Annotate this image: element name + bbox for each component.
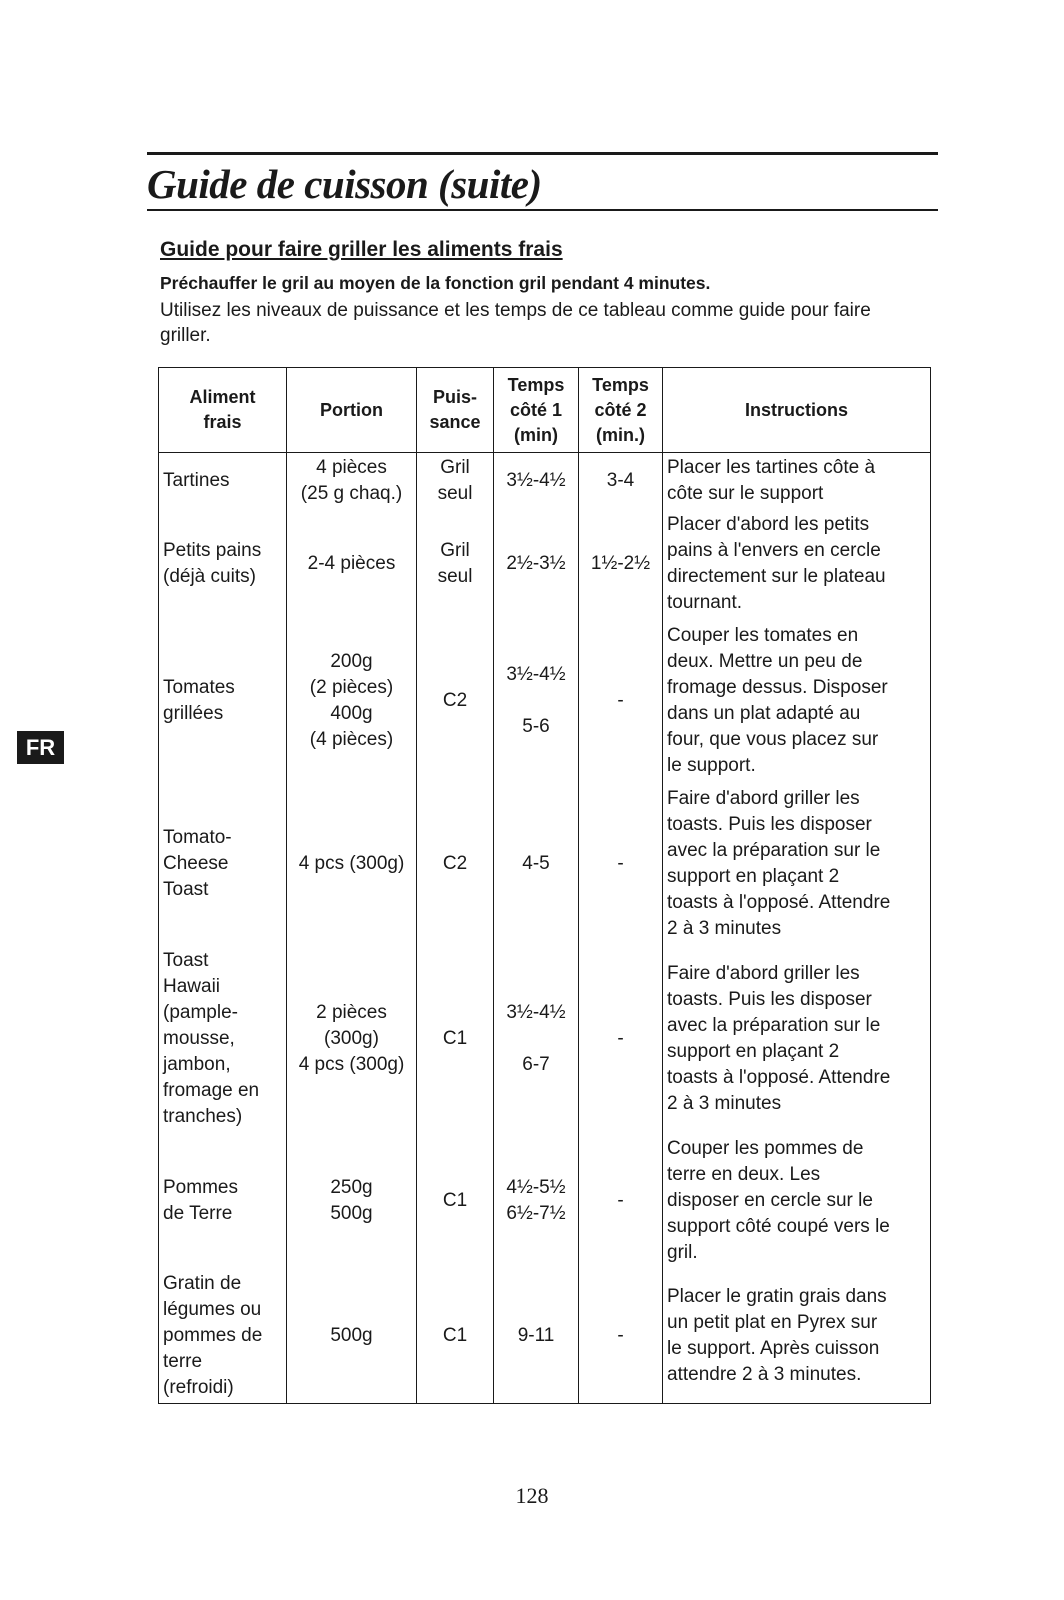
table-row [159, 1269, 931, 1404]
cell-power: C1 [417, 1134, 494, 1269]
table-row [159, 784, 931, 944]
table-row [159, 453, 931, 509]
cell-power: C2 [417, 619, 494, 784]
cell-time-side1: 3½-4½ 5-6 [494, 619, 579, 784]
cell-food: Petits pains (déjà cuits) [159, 509, 287, 619]
cell-time-side2: - [579, 784, 663, 944]
cell-portion: 2 pièces (300g) 4 pcs (300g) [287, 944, 417, 1134]
cell-portion: 500g [287, 1269, 417, 1404]
cell-power: C1 [417, 1269, 494, 1404]
title-rule-top [147, 152, 938, 155]
cell-time-side2: 1½-2½ [579, 509, 663, 619]
cell-instructions: Placer d'abord les petits pains à l'envers en cercle directement sur le plateau tournant. [663, 509, 931, 619]
cell-portion: 250g 500g [287, 1134, 417, 1269]
cell-food: Tomato- Cheese Toast [159, 784, 287, 944]
header-time-side2: Temps côté 2 (min.) [579, 368, 663, 453]
header-time-side1: Temps côté 1 (min) [494, 368, 579, 453]
cell-time-side2: - [579, 1269, 663, 1404]
cell-instructions: Couper les tomates en deux. Mettre un peu de fromage dessus. Disposer dans un plat adapté au four, que vous placez sur le support. [663, 619, 931, 784]
table-row [159, 944, 931, 1134]
cell-power: C2 [417, 784, 494, 944]
cell-power: Gril seul [417, 453, 494, 509]
cell-time-side1: 2½-3½ [494, 509, 579, 619]
table-row [159, 509, 931, 619]
cell-time-side1: 9-11 [494, 1269, 579, 1404]
cell-food: Gratin de légumes ou pommes de terre (refroidi) [159, 1269, 287, 1404]
page-title: Guide de cuisson (suite) [147, 161, 542, 207]
title-rule-bottom [147, 209, 938, 211]
cell-food: Tomates grillées [159, 619, 287, 784]
table-header-row [159, 368, 931, 453]
cell-time-side1: 3½-4½ 6-7 [494, 944, 579, 1134]
cell-instructions: Couper les pommes de terre en deux. Les disposer en cercle sur le support côté coupé vers le gril. [663, 1134, 931, 1269]
cell-food: Toast Hawaii (pample- mousse, jambon, fromage en tranches) [159, 944, 287, 1134]
grilling-guide-table [158, 367, 931, 1404]
table-row [159, 1134, 931, 1269]
cell-time-side2: - [579, 1134, 663, 1269]
cell-time-side1: 3½-4½ [494, 453, 579, 509]
header-instructions: Instructions [663, 368, 931, 453]
cell-time-side1: 4½-5½ 6½-7½ [494, 1134, 579, 1269]
cell-instructions: Faire d'abord griller les toasts. Puis les disposer avec la préparation sur le support en plaçant 2 toasts à l'opposé. Attendre 2 à 3 minutes [663, 784, 931, 944]
section-subtitle: Guide pour faire griller les aliments frais [160, 238, 563, 261]
cell-instructions: Placer le gratin grais dans un petit plat en Pyrex sur le support. Après cuisson attendre 2 à 3 minutes. [663, 1269, 931, 1404]
cell-time-side2: - [579, 944, 663, 1134]
cell-food: Tartines [159, 453, 287, 509]
intro-text: Utilisez les niveaux de puissance et les temps de ce tableau comme guide pour faire griller. [160, 300, 871, 346]
cell-power: C1 [417, 944, 494, 1134]
cell-time-side1: 4-5 [494, 784, 579, 944]
header-food: Aliment frais [159, 368, 287, 453]
cell-portion: 2-4 pièces [287, 509, 417, 619]
cell-portion: 4 pcs (300g) [287, 784, 417, 944]
cell-portion: 200g (2 pièces) 400g (4 pièces) [287, 619, 417, 784]
header-portion: Portion [287, 368, 417, 453]
cell-time-side2: - [579, 619, 663, 784]
table-row [159, 619, 931, 784]
cell-portion: 4 pièces (25 g chaq.) [287, 453, 417, 509]
cell-power: Gril seul [417, 509, 494, 619]
cell-instructions: Faire d'abord griller les toasts. Puis les disposer avec la préparation sur le support en plaçant 2 toasts à l'opposé. Attendre 2 à 3 minutes [663, 944, 931, 1134]
cell-food: Pommes de Terre [159, 1134, 287, 1269]
cell-time-side2: 3-4 [579, 453, 663, 509]
cell-instructions: Placer les tartines côte à côte sur le support [663, 453, 931, 509]
preheat-note: Préchauffer le gril au moyen de la fonction gril pendant 4 minutes. [160, 273, 711, 293]
language-tab-badge: FR [17, 731, 64, 764]
page-number: 128 [515, 1483, 549, 1508]
header-power: Puis- sance [417, 368, 494, 453]
